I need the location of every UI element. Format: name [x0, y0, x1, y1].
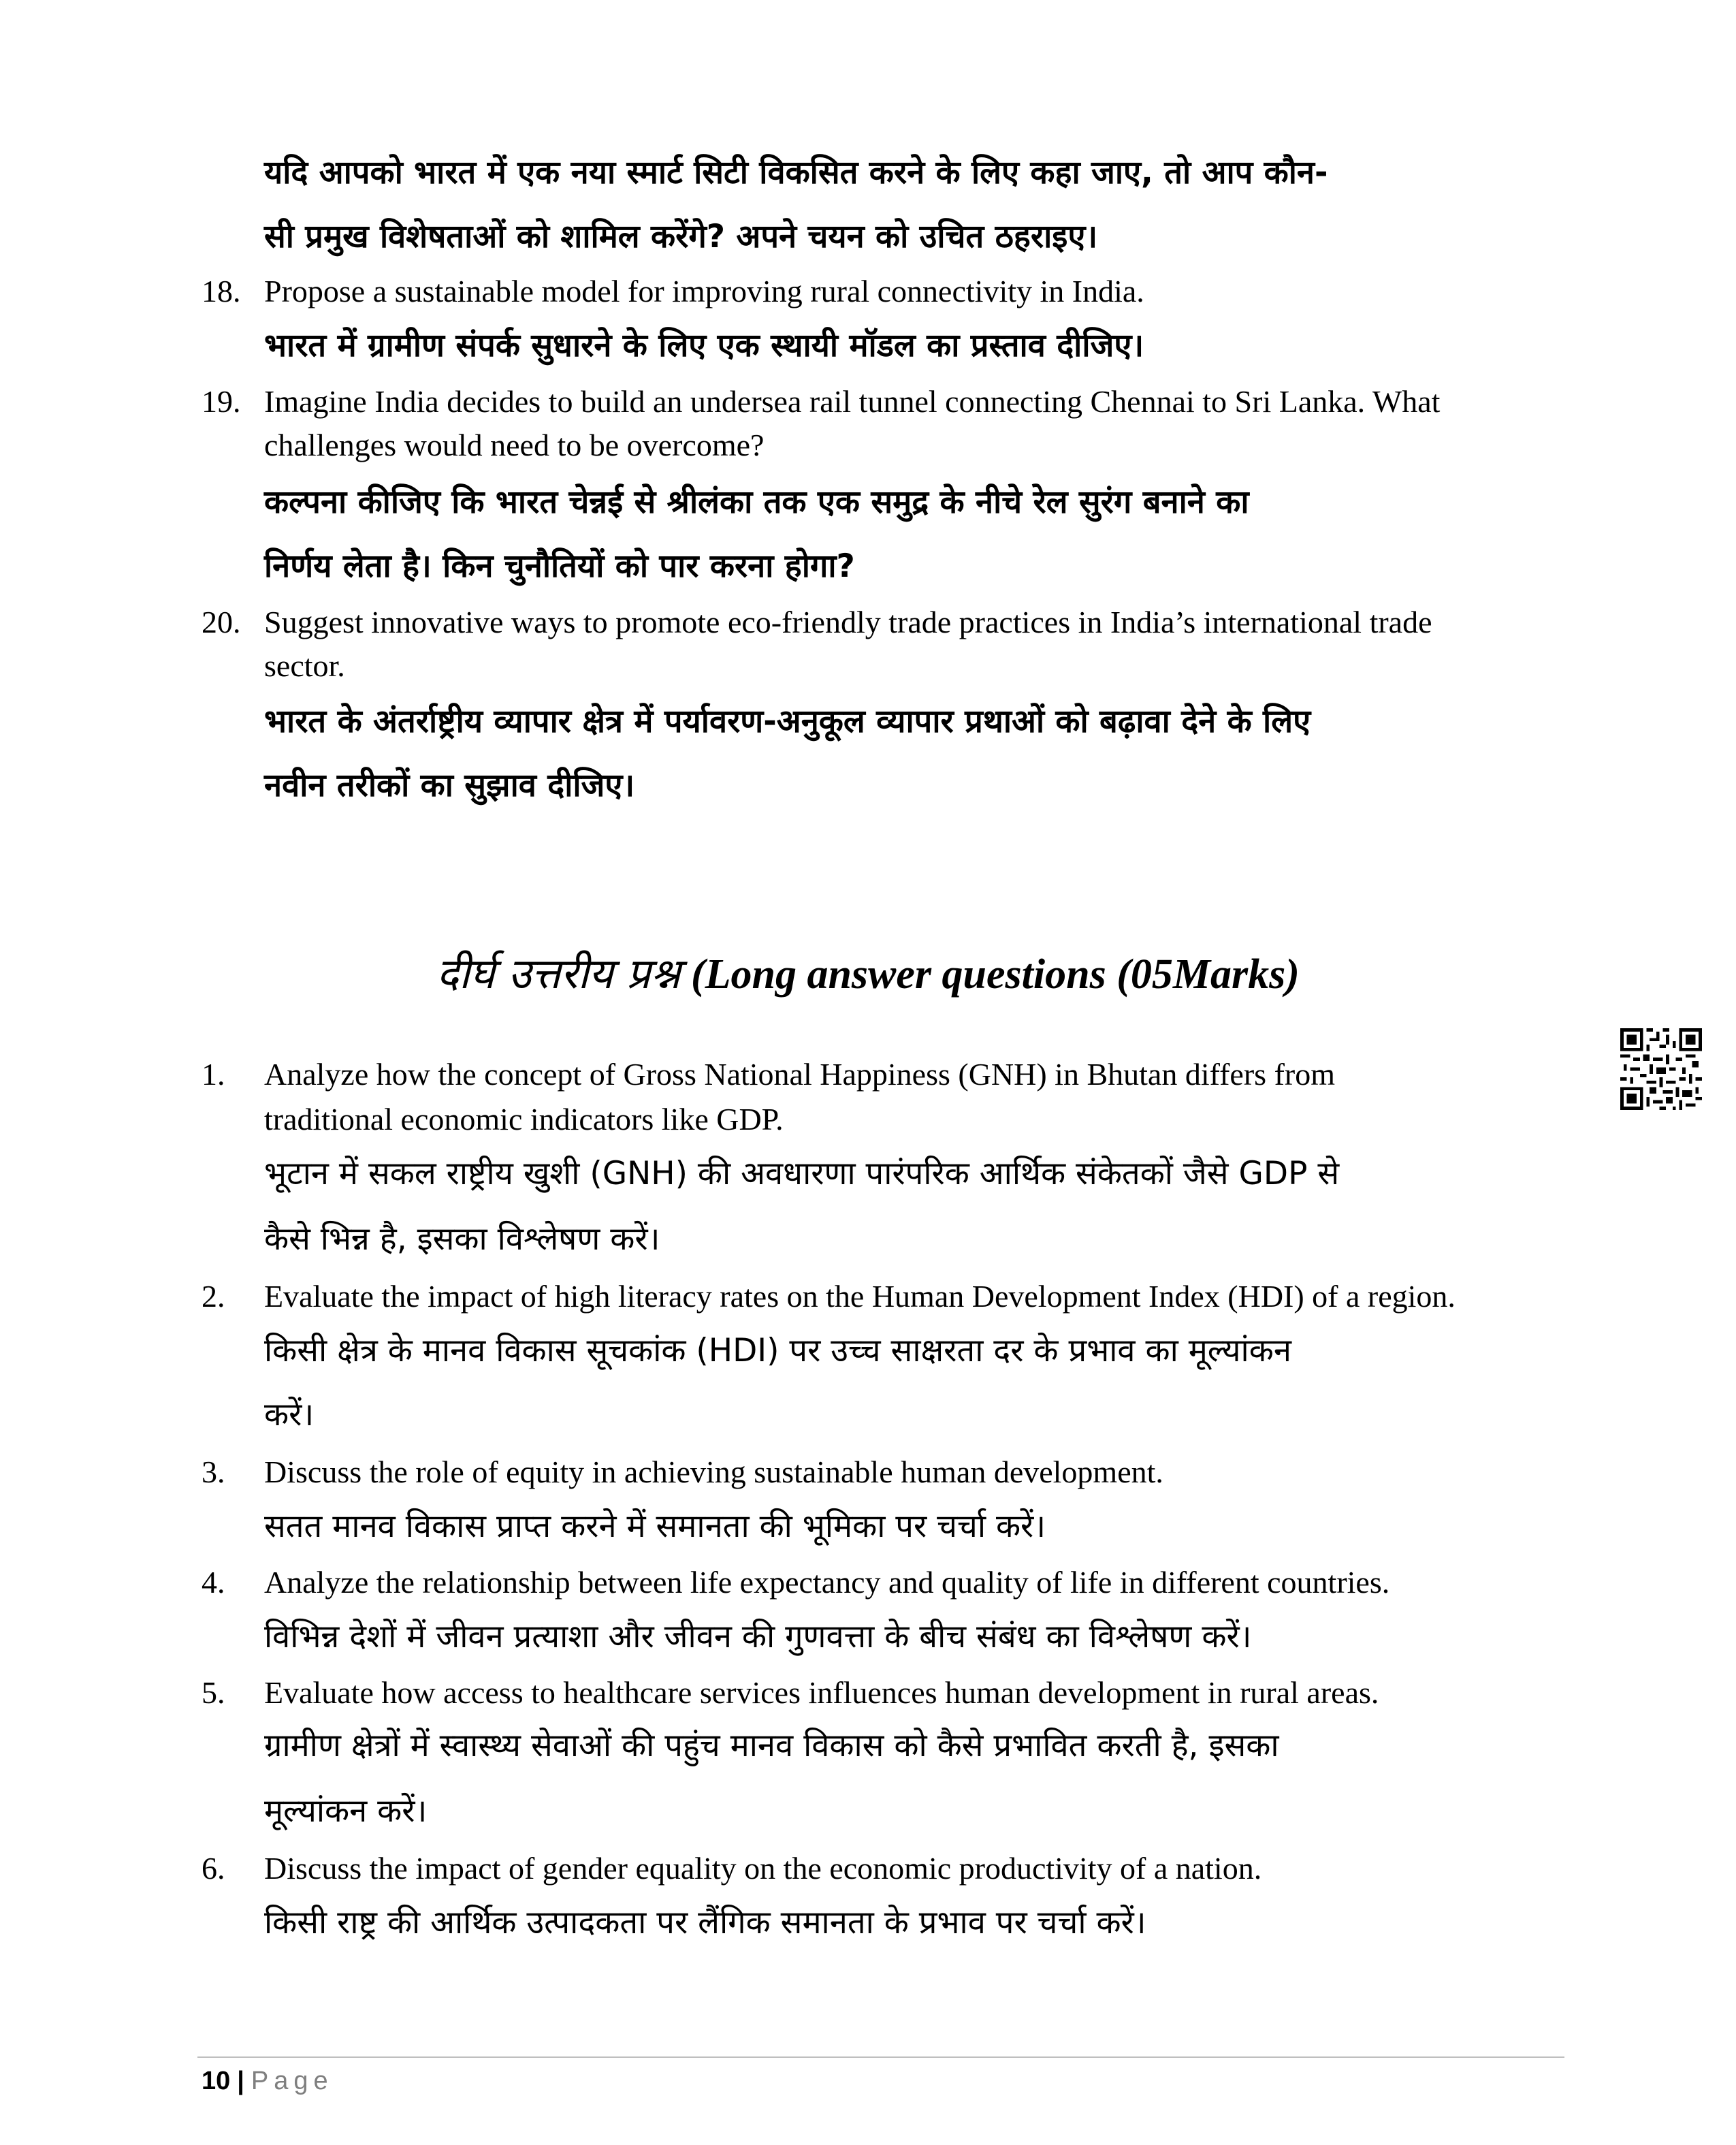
section-heading	[0, 940, 1736, 1008]
intro-hindi-line-2: सी प्रमुख विशेषताओं को शामिल करेंगे? अपने चयन को उचित ठहराइए।	[264, 218, 1098, 255]
long-question-6-hindi: किसी राष्ट्र की आर्थिक उत्पादकता पर लैंगिक समानता के प्रभाव पर चर्चा करें।	[264, 1904, 1146, 1941]
long-question-3-number: 3.	[202, 1455, 225, 1489]
short-question-19-hindi-line-1: कल्पना कीजिए कि भारत चेन्नई से श्रीलंका तक एक समुद्र के नीचे रेल सुरंग बनाने का	[264, 483, 1249, 521]
short-question-20-number: 20.	[202, 605, 241, 639]
intro-hindi-line-1: यदि आपको भारत में एक नया स्मार्ट सिटी विकसित करने के लिए कहा जाए, तो आप कौन-	[264, 154, 1328, 191]
long-question-4-hindi: विभिन्न देशों में जीवन प्रत्याशा और जीवन की गुणवत्ता के बीच संबंध का विश्लेषण करें।	[264, 1618, 1252, 1655]
short-question-20-hindi-line-1: भारत के अंतर्राष्ट्रीय व्यापार क्षेत्र में पर्यावरण-अनुकूल व्यापार प्रथाओं को बढ़ावा देने के लिए	[264, 703, 1311, 740]
long-question-2-number: 2.	[202, 1279, 225, 1314]
long-question-2-english: Evaluate the impact of high literacy rates on the Human Development Index (HDI) of a region.	[264, 1279, 1456, 1314]
footer-divider	[197, 2056, 1564, 2058]
long-question-5-number: 5.	[202, 1675, 225, 1710]
long-question-6-number: 6.	[202, 1851, 225, 1886]
short-question-20-english-line-1: Suggest innovative ways to promote eco-friendly trade practices in India’s international trade	[264, 605, 1432, 639]
long-question-1-english-line-1: Analyze how the concept of Gross National Happiness (GNH) in Bhutan differs from	[264, 1057, 1335, 1092]
long-question-5-hindi-line-1: ग्रामीण क्षेत्रों में स्वास्थ्य सेवाओं की पहुंच मानव विकास को कैसे प्रभावित करती है, इसका	[264, 1727, 1279, 1764]
long-question-4-english: Analyze the relationship between life expectancy and quality of life in different countries.	[264, 1565, 1390, 1600]
long-question-3-hindi: सतत मानव विकास प्राप्त करने में समानता की भूमिका पर चर्चा करें।	[264, 1508, 1046, 1545]
long-question-1-hindi-line-1: भूटान में सकल राष्ट्रीय खुशी (GNH) की अवधारणा पारंपरिक आर्थिक संकेतकों जैसे GDP से	[264, 1155, 1340, 1192]
short-question-19-english-line-1: Imagine India decides to build an undersea rail tunnel connecting Chennai to Sri Lanka. What	[264, 384, 1441, 419]
long-question-2-hindi-line-1: किसी क्षेत्र के मानव विकास सूचकांक (HDI) पर उच्च साक्षरता दर के प्रभाव का मूल्यांकन	[264, 1332, 1291, 1369]
short-question-19-number: 19.	[202, 384, 241, 419]
short-question-19-hindi-line-2: निर्णय लेता है। किन चुनौतियों को पार करना होगा?	[264, 547, 855, 585]
short-question-19-english-line-2: challenges would need to be overcome?	[264, 428, 765, 462]
long-question-4-number: 4.	[202, 1565, 225, 1600]
short-question-20-hindi-line-2: नवीन तरीकों का सुझाव दीजिए।	[264, 767, 635, 804]
long-question-5-english: Evaluate how access to healthcare services influences human development in rural areas.	[264, 1675, 1379, 1710]
long-question-1-english-line-2: traditional economic indicators like GDP.	[264, 1102, 784, 1137]
page-label: Page	[251, 2067, 334, 2095]
short-question-18-english: Propose a sustainable model for improving rural connectivity in India.	[264, 274, 1144, 308]
page-number: 10	[202, 2067, 231, 2095]
page-footer	[202, 2061, 334, 2101]
long-question-3-english: Discuss the role of equity in achieving sustainable human development.	[264, 1455, 1163, 1489]
long-question-1-hindi-line-2: कैसे भिन्न है, इसका विश्लेषण करें।	[264, 1220, 660, 1258]
long-question-2-hindi-line-2: करें।	[264, 1396, 315, 1433]
short-question-20-english-line-2: sector.	[264, 648, 345, 683]
short-question-18-number: 18.	[202, 274, 241, 308]
qr-code-icon	[1620, 1028, 1702, 1110]
section-heading-english: (Long answer questions (05Marks)	[690, 951, 1300, 998]
long-question-1-number: 1.	[202, 1057, 225, 1092]
footer-separator: |	[237, 2067, 244, 2095]
long-question-6-english: Discuss the impact of gender equality on the economic productivity of a nation.	[264, 1851, 1262, 1886]
section-heading-hindi: दीर्घ उत्तरीय प्रश्न	[436, 949, 681, 998]
long-question-5-hindi-line-2: मूल्यांकन करें।	[264, 1792, 428, 1830]
short-question-18-hindi: भारत में ग्रामीण संपर्क सुधारने के लिए एक स्थायी मॉडल का प्रस्ताव दीजिए।	[264, 327, 1144, 364]
